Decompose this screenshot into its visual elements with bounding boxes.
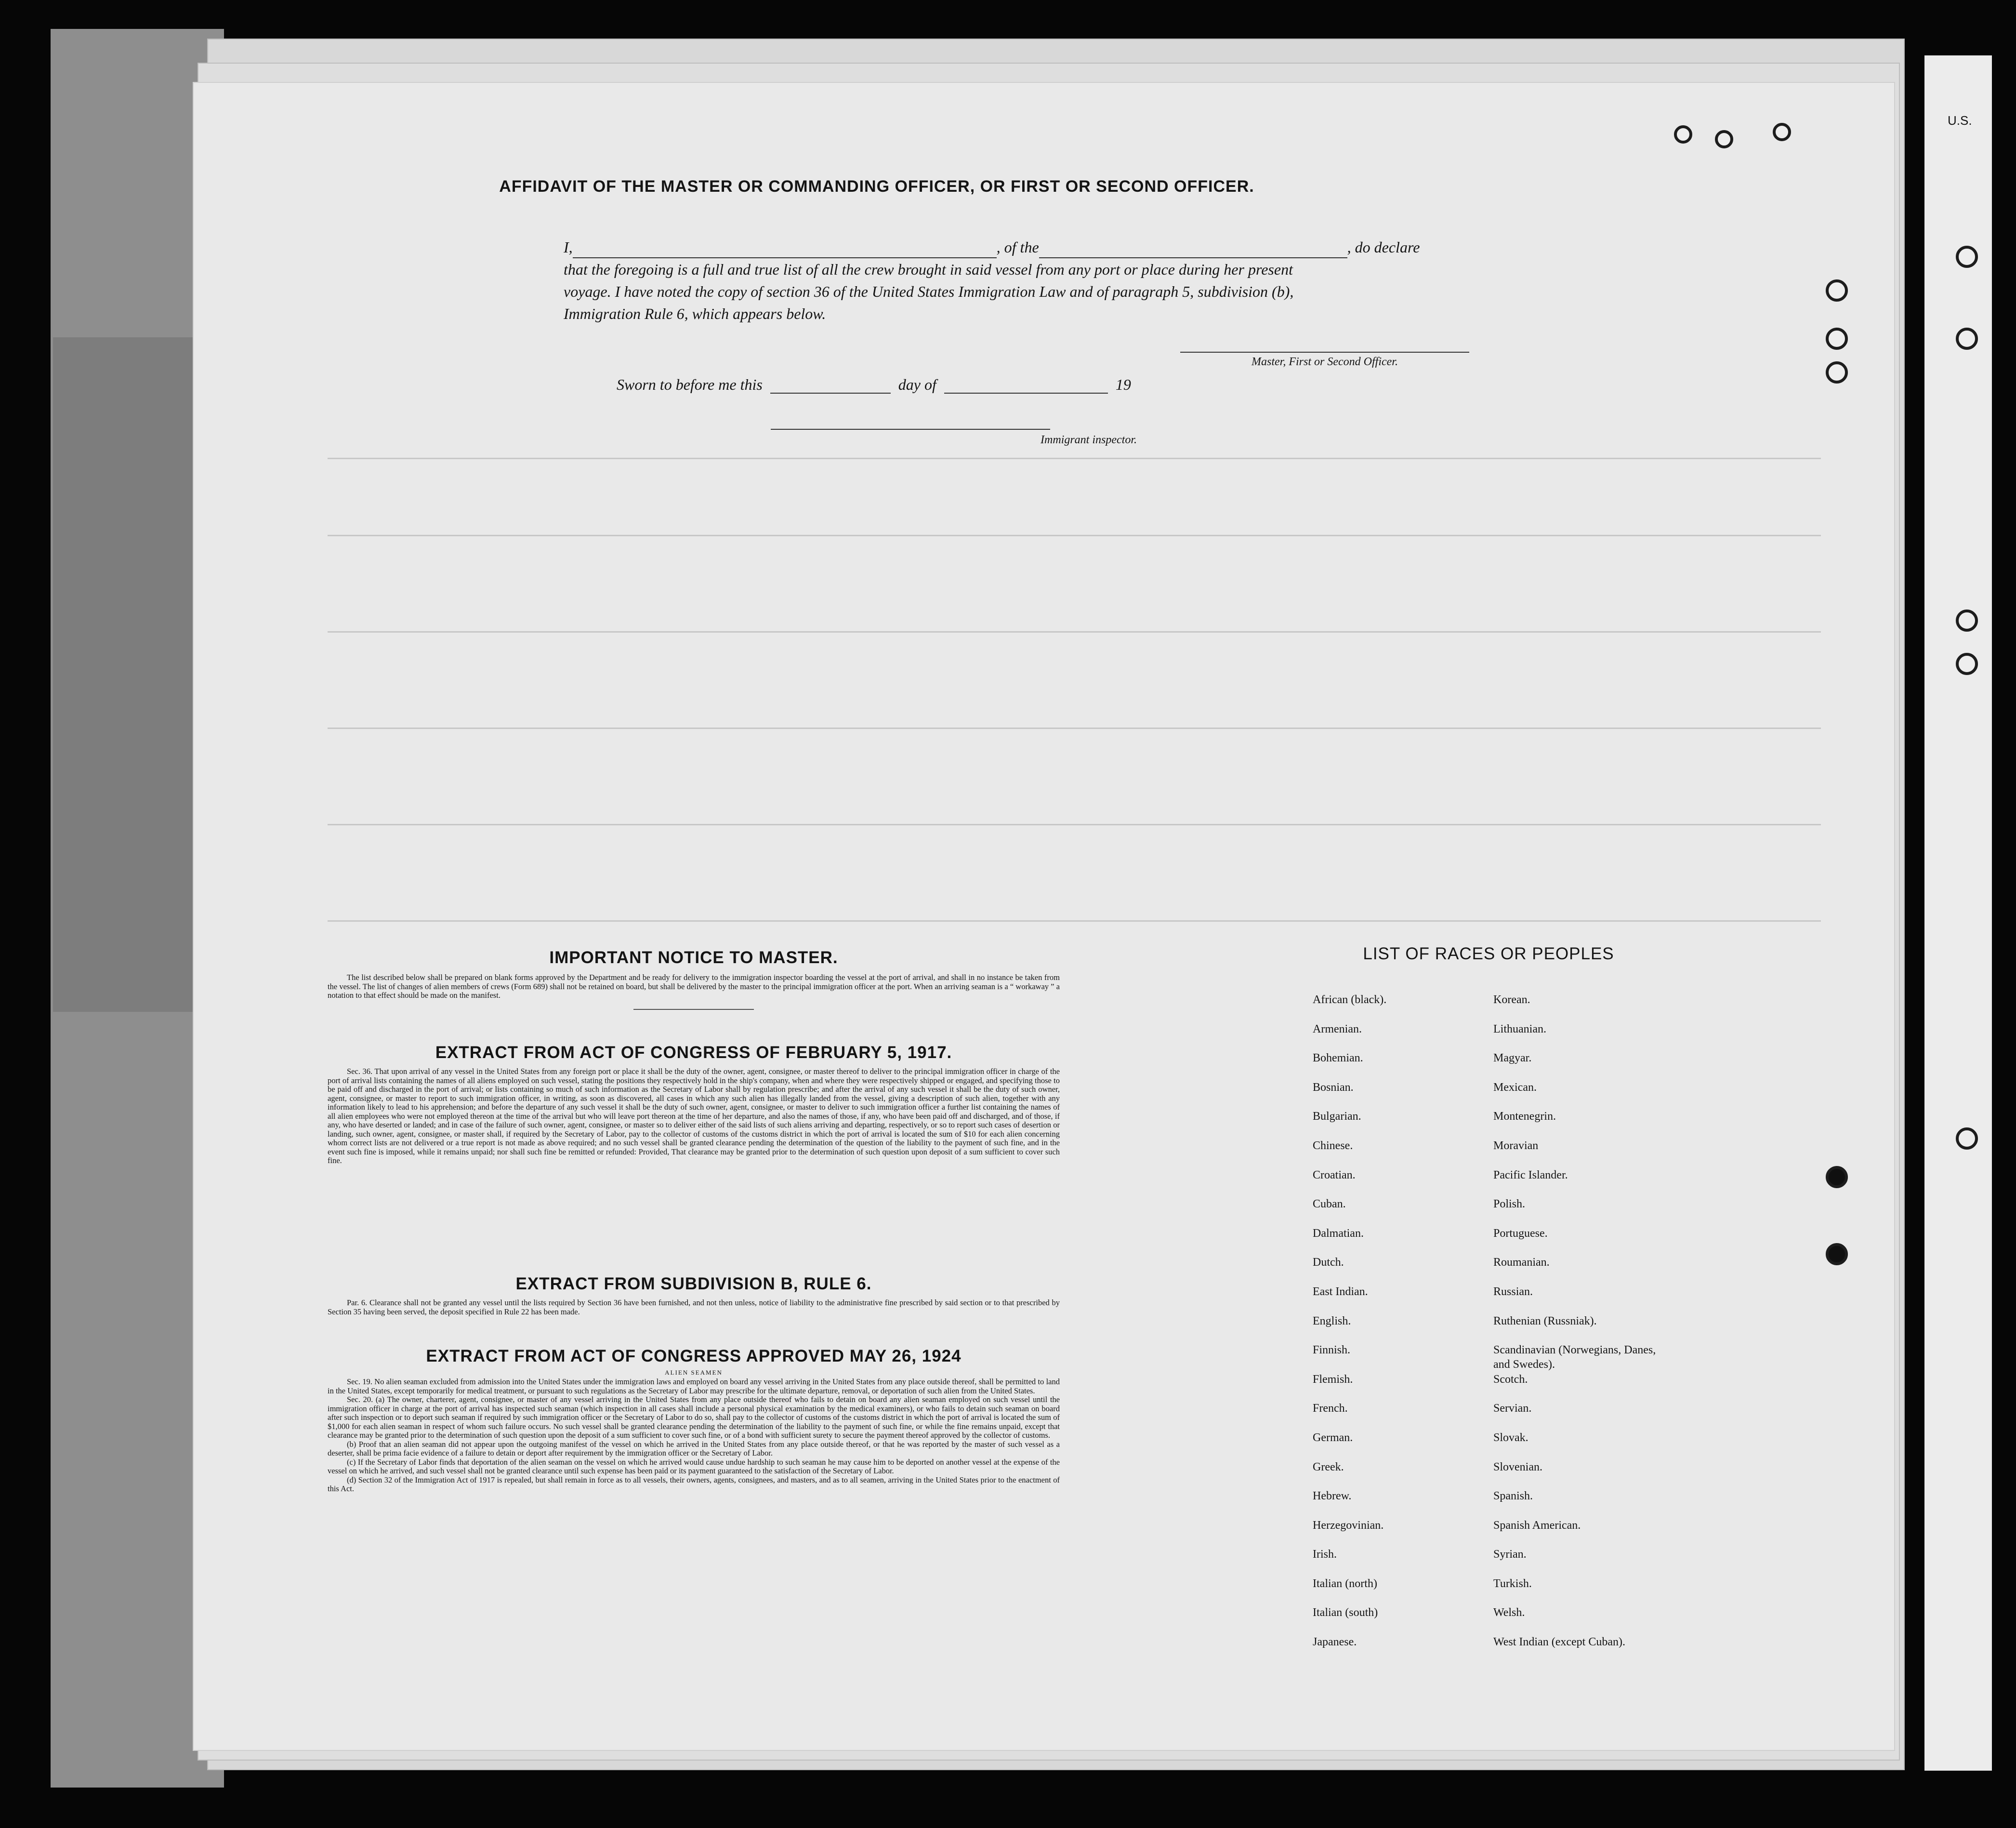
- act-1924-paragraph: Sec. 19. No alien seaman excluded from admission into the United States under the immigration laws and employed on board any vessel arriving in the United States from any place outside thereof, shall be permitted to land in the United States, except temporarily for medical treatment, or pursuant to such regulations as the Secretary of Labor may prescribe for the ultimate departure, removal, or deportation of such alien from the United States.: [328, 1377, 1060, 1395]
- race-item: Finnish.: [1313, 1344, 1351, 1357]
- race-item: English.: [1313, 1314, 1351, 1327]
- race-item: Lithuanian.: [1493, 1022, 1546, 1035]
- race-item: Polish.: [1493, 1198, 1526, 1211]
- important-notice-text: The list described below shall be prepared on blank forms approved by the Department and be ready for delivery to the immigration inspector boarding the vessel at the port of arrival, and shall in no instance be taken from the vessel. The list of changes of alien members of crews (Form 689) shall not be retained on board, but shall be delivered by the master to the principal immigration officer at the port. When an arriving seaman is a “ workaway ” a notation to that effect should be made on the manifest.: [328, 973, 1060, 1000]
- race-item: Croatian.: [1313, 1168, 1356, 1181]
- race-item: Moravian: [1493, 1139, 1539, 1152]
- act-1917-title: EXTRACT FROM ACT OF CONGRESS OF FEBRUARY 5, 1917.: [435, 1043, 952, 1062]
- race-item: Bulgarian.: [1313, 1110, 1361, 1123]
- act-1924-paragraph: Sec. 20. (a) The owner, charterer, agent, consignee, or master of any vessel arriving in the United States from any place outside thereof who fails to detain on board any alien seaman employed on such vessel until the immigration officer in charge at the port of arrival has inspected such seaman (which inspection in all cases shall include a personal physical examination by the medical examiners), or who fails to detain such seaman on board after such inspection or to deport such seaman if required by such immigration officer or the Secretary of Labor to do so, shall pay to the collector of customs of the customs district in which the port of arrival is located the sum of $1,000 for each alien seaman in respect of whom such failure occurs. No such vessel shall be granted clearance pending the determination of the liability to the payment of such fine, or while the fine remains unpaid, except that clearance may be granted prior to the determination of such question upon the deposit of a sum sufficient to cover such fine, or of a bond with sufficient surety to secure the payment thereof approved by the collector of customs.: [328, 1395, 1060, 1440]
- race-item: Ruthenian (Russniak).: [1493, 1314, 1597, 1327]
- act-1917-text: Sec. 36. That upon arrival of any vessel in the United States from any foreign port or place it shall be the duty of the owner, agent, consignee, or master thereof to deliver to the principal immigration officer in charge of the port of arrival lists containing the names of all aliens employed on such vessel, stating the positions they respectively hold in the ship's company, when and where they were respectively shipped or engaged, and specifying those to be paid off and discharged in the port of arrival; or lists containing so much of such information as the Secretary of Labor shall by regulation prescribe; and after the arrival of any such vessel it shall be the duty of such owner, agent, consignee, or master to report to such immigration officer, in writing, as soon as discovered, all cases in which any such alien has illegally landed from the vessel, giving a description of such alien, together with any information likely to lead to his apprehension; and before the departure of any such vessel it shall be the duty of such owner, agent, consignee, or master to deliver to such immigration officer a further list containing the names of all alien employees who were not employed thereon at the time of the arrival but who will leave port thereon at the time of her departure, and also the names of those, if any, who have been paid off and discharged, and of those, if any, who have deserted or landed; and in case of the failure of such owner, agent, consignee, or master so to deliver either of the said lists of such aliens arriving and departing, respectively, or so to report such cases of desertion or landing, such owner, agent, consignee, or master shall, if required by the Secretary of Labor, pay to the collector of customs of the customs district in which the port of arrival is located the sum of $10 for each alien concerning whom correct lists are not delivered or a true report is not made as above required; and no such vessel shall be granted clearance pending the determination of the question of the liability to the payment of such fine, and in the event such fine is imposed, while it remains unpaid; nor shall such fine be remitted or refunded: Provided, That clearance may be granted prior to the determination of such question upon deposit of a sum sufficient to cover such fine.: [328, 1067, 1060, 1165]
- race-item: Spanish American.: [1493, 1519, 1581, 1532]
- section-divider: [633, 1009, 754, 1010]
- binder-hole-icon: [1956, 328, 1978, 350]
- race-item: Pacific Islander.: [1493, 1168, 1568, 1181]
- month-blank: [944, 378, 1108, 394]
- race-item: Spanish.: [1493, 1490, 1533, 1503]
- affidavit-line-3: voyage. I have noted the copy of section 36 of the United States Immigration Law and of paragraph 5, subdivision (b),: [564, 283, 1294, 300]
- race-item: Slovenian.: [1493, 1460, 1542, 1473]
- inspector-signature-line: [771, 429, 1050, 430]
- act-1924-extract: [328, 1347, 1060, 1494]
- bleed-through-rule: [328, 824, 1821, 825]
- affidavit-declare: , do declare: [1347, 238, 1420, 256]
- rule-6-extract: [328, 1274, 1060, 1316]
- rule-6-text: Par. 6. Clearance shall not be granted any vessel until the lists required by Section 36 have been furnished, and not then unless, notice of liability to the administrative fine prescribed by said section or to that prescribed by Section 35 having been served, the deposit specified in Rule 22 has been made.: [328, 1298, 1060, 1316]
- affidavit-title: AFFIDAVIT OF THE MASTER OR COMMANDING OFFICER, OR FIRST OR SECOND OFFICER.: [499, 177, 1254, 196]
- binder-hole-icon: [1773, 123, 1791, 141]
- race-item: Scotch.: [1493, 1373, 1528, 1386]
- bleed-through-rule: [328, 535, 1821, 536]
- binder-hole-icon: [1956, 1127, 1978, 1150]
- binder-hole-icon: [1956, 653, 1978, 675]
- race-item: Irish.: [1313, 1548, 1337, 1561]
- binder-hole-icon: [1826, 328, 1848, 350]
- inspector-signature: [771, 429, 1137, 447]
- race-item: Roumanian.: [1493, 1256, 1550, 1269]
- sworn-line: [617, 376, 1131, 394]
- rule-6-title: EXTRACT FROM SUBDIVISION B, RULE 6.: [515, 1274, 872, 1293]
- races-title: LIST OF RACES OR PEOPLES: [1363, 944, 1614, 963]
- race-item: Scandinavian (Norwegians, Danes, and Swedes).: [1493, 1344, 1656, 1371]
- bleed-through-rule: [328, 920, 1821, 922]
- race-item: Dutch.: [1313, 1256, 1344, 1269]
- race-item: Hebrew.: [1313, 1490, 1352, 1503]
- binder-hole-icon: [1826, 1243, 1848, 1265]
- race-item: Russian.: [1493, 1285, 1533, 1298]
- race-item: French.: [1313, 1402, 1348, 1415]
- race-item: German.: [1313, 1431, 1353, 1444]
- race-item: Korean.: [1493, 993, 1530, 1006]
- race-item: Welsh.: [1493, 1606, 1525, 1619]
- master-signature: [1180, 352, 1469, 369]
- act-1924-title: EXTRACT FROM ACT OF CONGRESS APPROVED MAY 26, 1924: [426, 1347, 962, 1365]
- race-item: Italian (south): [1313, 1606, 1378, 1619]
- race-item: Magyar.: [1493, 1052, 1532, 1065]
- affidavit-body: [564, 236, 1508, 325]
- act-1917-extract: [328, 1043, 1060, 1166]
- bleed-through-rule: [328, 728, 1821, 729]
- binder-hole-icon: [1956, 609, 1978, 632]
- sworn-label: Sworn to before me this: [617, 376, 763, 393]
- race-item: Armenian.: [1313, 1022, 1362, 1035]
- race-item: East Indian.: [1313, 1285, 1368, 1298]
- race-item: Bosnian.: [1313, 1081, 1354, 1094]
- race-item: Turkish.: [1493, 1577, 1532, 1590]
- binder-hole-icon: [1674, 125, 1692, 144]
- race-item: Servian.: [1493, 1402, 1532, 1415]
- race-item: Portuguese.: [1493, 1227, 1548, 1240]
- race-item: Herzegovinian.: [1313, 1519, 1384, 1532]
- act-1924-paragraph: (c) If the Secretary of Labor finds that deportation of the alien seaman on the vessel on which he arrived would cause undue hardship to such seaman he may cause him to be deported on another vessel at the expense of the vessel on which he arrived, and such vessel shall not be granted clearance until such expense has been paid or its payment guaranteed to the satisfaction of the Secretary of Labor.: [328, 1457, 1060, 1475]
- day-blank: [770, 378, 891, 394]
- important-notice: [328, 948, 1060, 1019]
- affidavit-line-2: that the foregoing is a full and true list of all the crew brought in said vessel from any port or place during her present: [564, 261, 1293, 278]
- day-of-label: day of: [898, 376, 936, 393]
- binder-hole-icon: [1826, 361, 1848, 384]
- bleed-through-rule: [328, 458, 1821, 459]
- vessel-name-blank: [1039, 243, 1347, 258]
- master-signature-label: Master, First or Second Officer.: [1252, 356, 1398, 368]
- master-signature-line: [1180, 352, 1469, 353]
- officer-name-blank: [573, 243, 997, 258]
- binder-hole-icon: [1826, 279, 1848, 302]
- year-label: 19: [1115, 376, 1131, 393]
- stamp-text: U.S.: [1948, 113, 1972, 128]
- race-item: Greek.: [1313, 1460, 1344, 1473]
- race-item: African (black).: [1313, 993, 1387, 1006]
- affidavit-i: I,: [564, 238, 573, 256]
- act-1924-paragraph: (d) Section 32 of the Immigration Act of 1917 is repealed, but shall remain in force as to all vessels, their owners, agents, consignees, and masters, and as to all seamen, arriving in the United States prior to the enactment of this Act.: [328, 1475, 1060, 1493]
- affidavit-line-4: Immigration Rule 6, which appears below.: [564, 305, 826, 322]
- races-column-left: [1313, 993, 1515, 1664]
- race-item: Chinese.: [1313, 1139, 1353, 1152]
- bleed-through-rule: [328, 631, 1821, 633]
- important-notice-title: IMPORTANT NOTICE TO MASTER.: [549, 948, 838, 967]
- race-item: Slovak.: [1493, 1431, 1528, 1444]
- race-item: Italian (north): [1313, 1577, 1377, 1590]
- binder-hole-icon: [1956, 246, 1978, 268]
- affidavit-declaration-line: [564, 236, 1508, 258]
- race-item: Montenegrin.: [1493, 1110, 1556, 1123]
- act-1924-subtitle: ALIEN SEAMEN: [665, 1369, 723, 1376]
- adjacent-page-strip: [1924, 55, 1992, 1771]
- race-item: Mexican.: [1493, 1081, 1537, 1094]
- affidavit-of-the: , of the: [996, 238, 1039, 256]
- race-item: Flemish.: [1313, 1373, 1353, 1386]
- underlying-page-shadow: [53, 337, 212, 1012]
- race-item: West Indian (except Cuban).: [1493, 1636, 1625, 1649]
- act-1924-paragraph: (b) Proof that an alien seaman did not appear upon the outgoing manifest of the vessel on which he arrived in the United States from any place outside thereof, or that he was reported by the master of such vessel as a deserter, shall be prima facie evidence of a failure to detain or deport after requirement by the immigration officer or the Secretary of Labor.: [328, 1439, 1060, 1457]
- binder-hole-icon: [1826, 1166, 1848, 1188]
- race-item: Syrian.: [1493, 1548, 1527, 1561]
- inspector-label: Immigrant inspector.: [1041, 434, 1137, 446]
- race-item: Dalmatian.: [1313, 1227, 1364, 1240]
- race-item: Cuban.: [1313, 1198, 1346, 1211]
- race-item: Bohemian.: [1313, 1052, 1363, 1065]
- race-item: Japanese.: [1313, 1636, 1357, 1649]
- binder-hole-icon: [1715, 130, 1733, 148]
- races-column-right: [1493, 993, 1696, 1664]
